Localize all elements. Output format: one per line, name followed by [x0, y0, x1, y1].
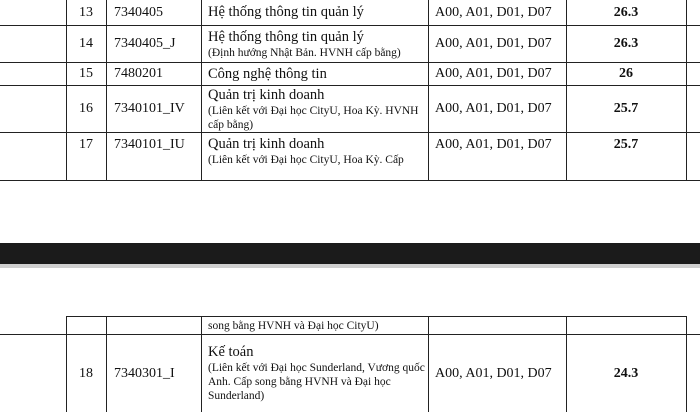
combo-cell: A00, A01, D01, D07	[435, 365, 552, 381]
table-row	[0, 86, 700, 133]
combo-cell: A00, A01, D01, D07	[435, 137, 552, 152]
major-note: (Định hướng Nhật Bản. HVNH cấp bằng)	[208, 46, 401, 59]
admission-table-bottom	[0, 316, 700, 412]
score-cell: 25.7	[613, 137, 639, 152]
major-cell	[208, 63, 428, 85]
stt-cell: 18	[79, 365, 93, 381]
score-cell: 26	[619, 66, 633, 81]
code-cell: 7340101_IV	[114, 101, 185, 116]
major-name: Hệ thống thông tin quản lý	[208, 4, 364, 20]
stt-cell: 16	[79, 101, 93, 116]
stt-cell: 15	[79, 66, 93, 81]
score-cell: 24.3	[613, 365, 639, 381]
score-cell: 26.3	[613, 4, 639, 20]
table-row	[0, 0, 700, 26]
combo-cell: A00, A01, D01, D07	[435, 66, 552, 81]
table-row	[0, 133, 700, 181]
major-note: (Liên kết với Đại học CityU, Hoa Kỳ. HVNH cấp bằng)	[208, 104, 419, 131]
major-name: Quản trị kinh doanh	[208, 136, 325, 152]
score-cell: 25.7	[613, 101, 639, 116]
table-row-continuation	[0, 317, 700, 335]
code-cell: 7480201	[114, 66, 163, 81]
major-name: Hệ thống thông tin quản lý	[208, 28, 364, 45]
stt-cell: 13	[79, 4, 93, 20]
major-name: Công nghệ thông tin	[208, 65, 327, 82]
table-row	[0, 335, 700, 412]
major-name: Kế toán	[208, 344, 254, 360]
major-cell	[208, 86, 428, 132]
code-cell: 7340405	[114, 4, 163, 20]
major-note: (Liên kết với Đại học Sunderland, Vương quốc Anh. Cấp song bằng HVNH và Đại học Sunderland)	[208, 362, 425, 402]
table-row	[0, 26, 700, 63]
code-cell: 7340405_J	[114, 36, 176, 51]
table-row	[0, 63, 700, 86]
code-cell: 7340101_IU	[114, 137, 185, 152]
page-break-shadow	[0, 264, 700, 268]
major-cell	[208, 335, 428, 412]
major-note: (Liên kết với Đại học CityU, Hoa Kỳ. Cấp	[208, 154, 404, 166]
major-cell	[208, 0, 428, 25]
major-note-continuation: song bằng HVNH và Đại học CityU)	[208, 319, 379, 332]
combo-cell: A00, A01, D01, D07	[435, 4, 552, 20]
major-name: Quản trị kinh doanh	[208, 86, 325, 103]
combo-cell: A00, A01, D01, D07	[435, 36, 552, 51]
score-cell: 26.3	[613, 36, 639, 51]
stt-cell: 14	[79, 36, 93, 51]
major-cell	[208, 26, 428, 62]
combo-cell: A00, A01, D01, D07	[435, 101, 552, 116]
stt-cell: 17	[79, 137, 93, 152]
page-break-band	[0, 243, 700, 264]
code-cell: 7340301_I	[114, 365, 175, 381]
major-cell	[208, 133, 428, 180]
major-cell	[208, 317, 428, 334]
